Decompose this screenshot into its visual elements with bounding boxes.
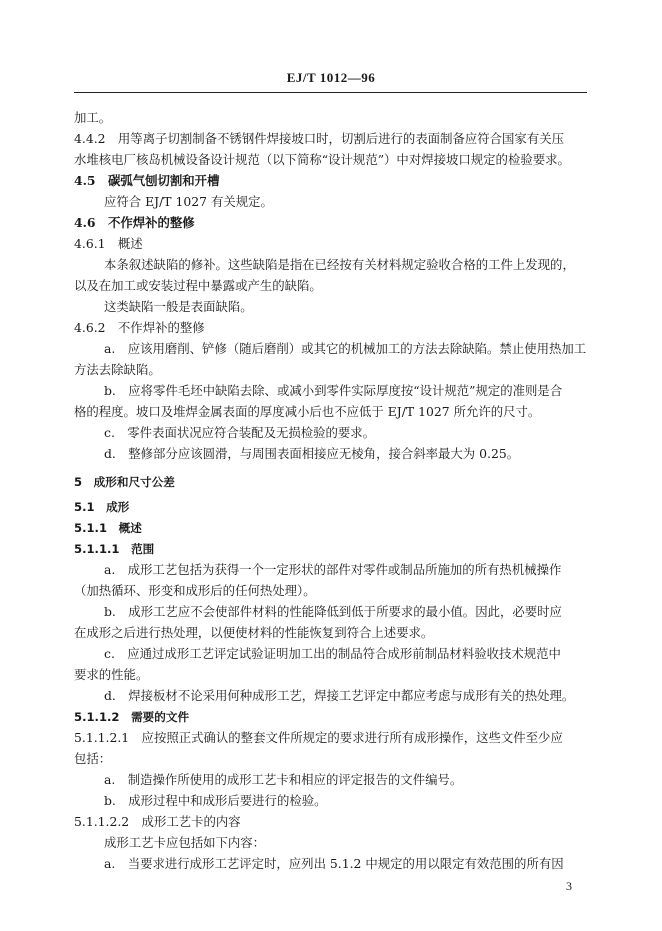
text-line: 以及在加工或安装过程中暴露或产生的缺陷。 (74, 278, 322, 293)
text-line: 格的程度。坡口及堆焊金属表面的厚度减小后也不应低于 EJ/T 1027 所允许的尺寸。 (74, 404, 541, 419)
text-line: 加工。 (74, 110, 112, 125)
text-line: 要求的性能。 (74, 667, 149, 682)
text-line: 包括： (74, 751, 112, 766)
text-line: 5.1.1.2.1 应按照正式确认的整套文件所规定的要求进行所有成形操作，这些文件至少应 (74, 730, 563, 745)
text-line: 成形工艺卡应包括如下内容： (104, 835, 266, 850)
text-line: 应符合 EJ/T 1027 有关规定。 (104, 194, 273, 209)
list-item: a. 制造操作所使用的成形工艺卡和相应的评定报告的文件编号。 (104, 772, 463, 787)
list-item: a. 成形工艺包括为获得一个一定形状的部件对零件或制品所施加的所有热机械操作 (104, 562, 562, 577)
list-item: b. 成形过程中和成形后要进行的检验。 (104, 793, 327, 808)
text-line: 这类缺陷一般是表面缺陷。 (104, 299, 253, 314)
section-heading: 5.1.1.1 范围 (74, 542, 155, 556)
list-item: b. 应将零件毛坯中缺陷去除、或减小到零件实际厚度按“设计规范”规定的准则是合 (104, 383, 563, 398)
page-number: 3 (566, 879, 572, 893)
document-code-header: EJ/T 1012—96 (286, 70, 376, 85)
chapter-heading: 5 成形和尺寸公差 (74, 475, 175, 489)
text-line: 方法去除缺陷。 (74, 362, 161, 377)
section-heading: 5.1 成形 (74, 500, 130, 514)
section-heading: 5.1.1 概述 (74, 521, 142, 535)
text-line: 4.4.2 用等离子切割制备不锈钢件焊接坡口时，切割后进行的表面制备应符合国家有关压 (74, 131, 564, 146)
list-item: d. 焊接板材不论采用何种成形工艺，焊接工艺评定中都应考虑与成形有关的热处理。 (104, 688, 575, 703)
text-line: 水堆核电厂核岛机械设备设计规范（以下简称“设计规范”）中对焊接坡口规定的检验要求。 (74, 152, 570, 167)
section-heading: 4.6 不作焊补的整修 (74, 215, 195, 230)
text-line: 在成形之后进行热处理，以便使材料的性能恢复到符合上述要求。 (74, 625, 434, 640)
section-heading: 4.5 碳弧气刨切割和开槽 (74, 173, 220, 188)
list-item: c. 应通过成形工艺评定试验证明加工出的制品符合成形前制品材料验收技术规范中 (104, 646, 561, 661)
text-line: （加热循环、形变和成形后的任何热处理）。 (74, 583, 316, 598)
list-item: a. 当要求进行成形工艺评定时，应列出 5.1.2 中规定的用以限定有效范围的所有因 (104, 856, 564, 871)
list-item: b. 成形工艺应不会使部件材料的性能降低到低于所要求的最小值。因此，必要时应 (104, 604, 562, 619)
header-rule (74, 92, 587, 93)
text-line: 本条叙述缺陷的修补。这些缺陷是指在已经按有关材料规定验收合格的工件上发现的， (104, 257, 575, 272)
list-item: a. 应该用磨削、铲修（随后磨削）或其它的机械加工的方法去除缺陷。禁止使用热加工 (104, 341, 587, 356)
section-heading: 4.6.2 不作焊补的整修 (74, 320, 205, 335)
section-heading: 5.1.1.2.2 成形工艺卡的内容 (74, 814, 241, 829)
list-item: d. 整修部分应该圆滑，与周围表面相接应无棱角，接合斜率最大为 0.25。 (104, 446, 520, 461)
section-heading: 5.1.1.2 需要的文件 (74, 710, 190, 724)
section-heading: 4.6.1 概述 (74, 236, 143, 251)
list-item: c. 零件表面状况应符合装配及无损检验的要求。 (104, 425, 376, 440)
